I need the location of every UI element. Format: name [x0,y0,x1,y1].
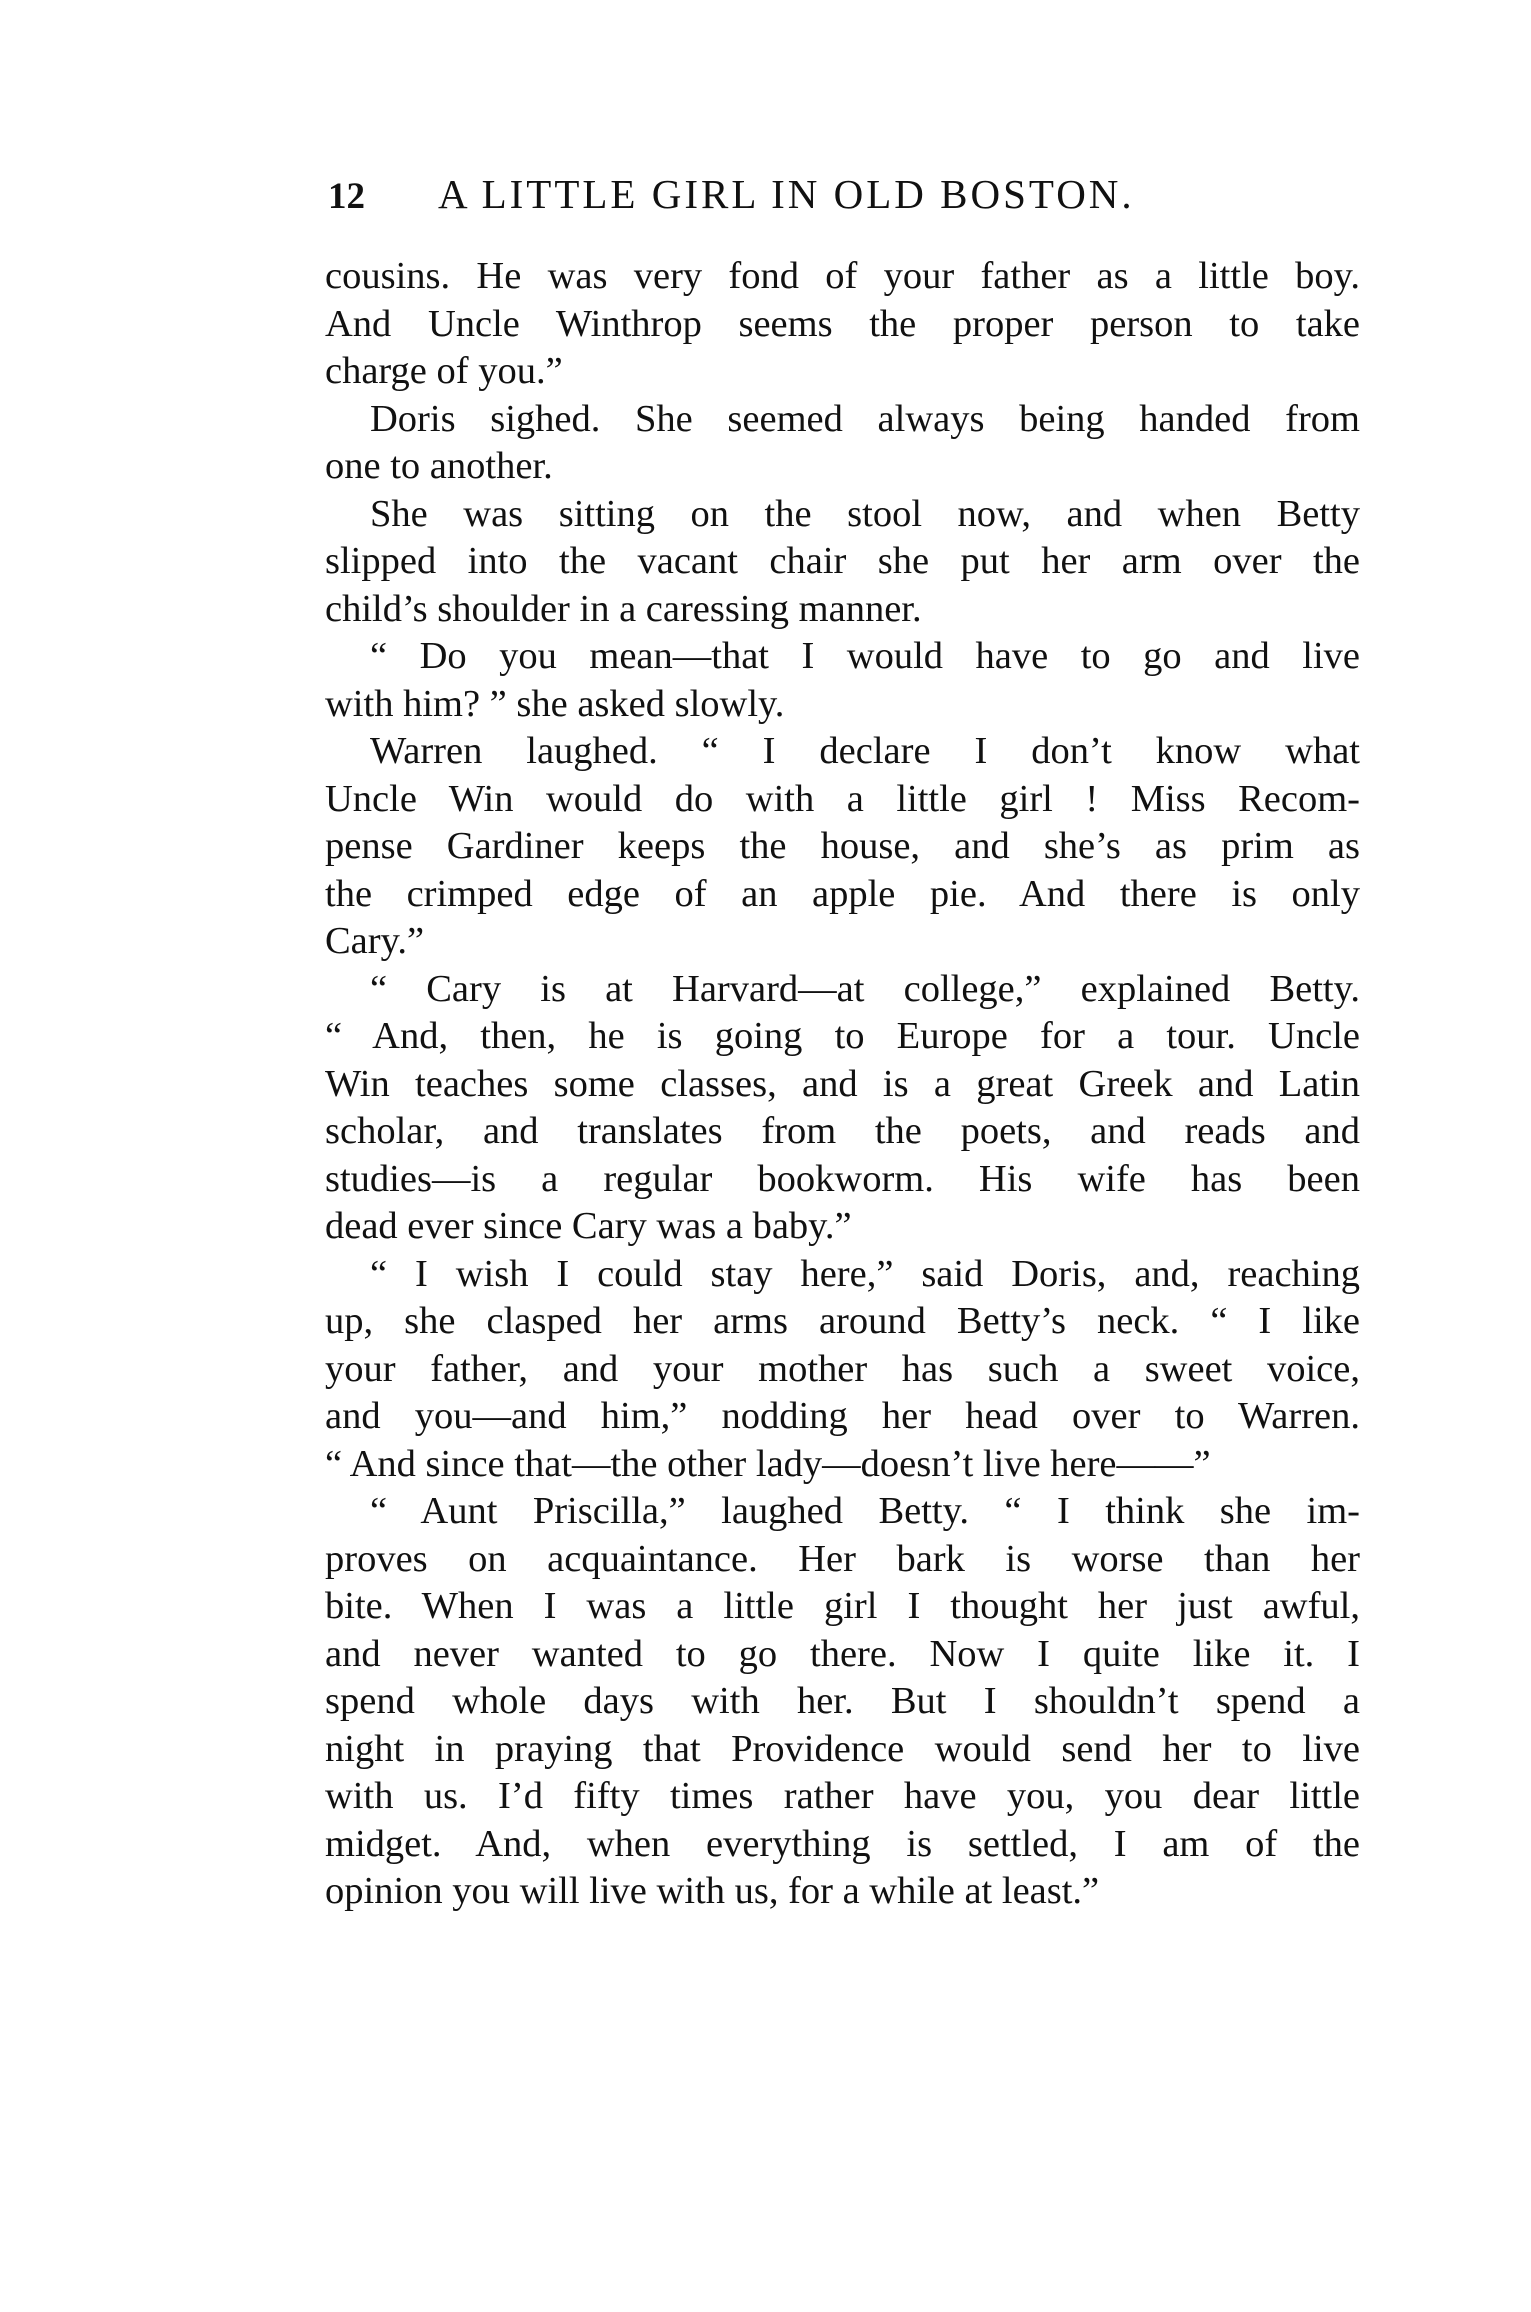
text-line: and never wanted to go there. Now I quite like it. I [325,1632,1360,1675]
text-line: “ And, then, he is going to Europe for a tour. Uncle [325,1015,1360,1057]
text-line: with him? ” she asked slowly. [325,682,785,725]
text-line: Uncle Win would do with a little girl ! Miss Recom- [325,777,1360,820]
text-line: and you—and him,” nodding her head over to Warren. [325,1395,1360,1437]
text-line: your father, and your mother has such a sweet voice, [325,1347,1360,1390]
text-line: one to another. [325,445,553,487]
text-line: opinion you will live with us, for a while at least.” [325,1870,1100,1912]
text-line: midget. And, when everything is settled, I am of the [325,1822,1360,1865]
text-line: dead ever since Cary was a baby.” [325,1205,852,1247]
text-line: up, she clasped her arms around Betty’s neck. “ I like [325,1300,1360,1342]
text-line: studies—is a regular bookworm. His wife has been [325,1157,1360,1200]
text-line: slipped into the vacant chair she put her arm over the [325,540,1360,582]
text-line: scholar, and translates from the poets, and reads and [325,1110,1360,1152]
text-line: She was sitting on the stool now, and when Betty [370,492,1360,535]
text-line: “ I wish I could stay here,” said Doris, and, reaching [370,1252,1360,1295]
text-line: charge of you.” [325,350,563,392]
text-line: proves on acquaintance. Her bark is worse than her [325,1537,1360,1580]
page-number: 12 [328,176,365,217]
text-line: And Uncle Winthrop seems the proper person to take [325,302,1360,345]
text-line: Warren laughed. “ I declare I don’t know what [370,730,1360,772]
text-line: “ Aunt Priscilla,” laughed Betty. “ I think she im- [370,1490,1360,1532]
running-head [328,168,1358,220]
text-line: “ Cary is at Harvard—at college,” explained Betty. [370,967,1360,1010]
text-line: “ Do you mean—that I would have to go and live [370,635,1360,677]
text-line: Win teaches some classes, and is a great Greek and Latin [325,1062,1360,1105]
text-line: spend whole days with her. But I shouldn’t spend a [325,1680,1360,1722]
running-title: A LITTLE GIRL IN OLD BOSTON. [438,171,1135,217]
body-text [325,253,1360,1916]
text-line: child’s shoulder in a caressing manner. [325,587,922,630]
text-line: Cary.” [325,920,425,962]
text-line: with us. I’d fifty times rather have you, you dear little [325,1775,1360,1817]
text-line: pense Gardiner keeps the house, and she’s as prim as [325,825,1360,867]
text-line: the crimped edge of an apple pie. And there is only [325,872,1360,915]
text-line: bite. When I was a little girl I thought her just awful, [325,1585,1360,1627]
text-line: night in praying that Providence would send her to live [325,1727,1360,1770]
text-line: Doris sighed. She seemed always being handed from [370,397,1360,440]
text-line: “ And since that—the other lady—doesn’t live here——” [325,1442,1211,1485]
text-line: cousins. He was very fond of your father as a little boy. [325,255,1360,297]
